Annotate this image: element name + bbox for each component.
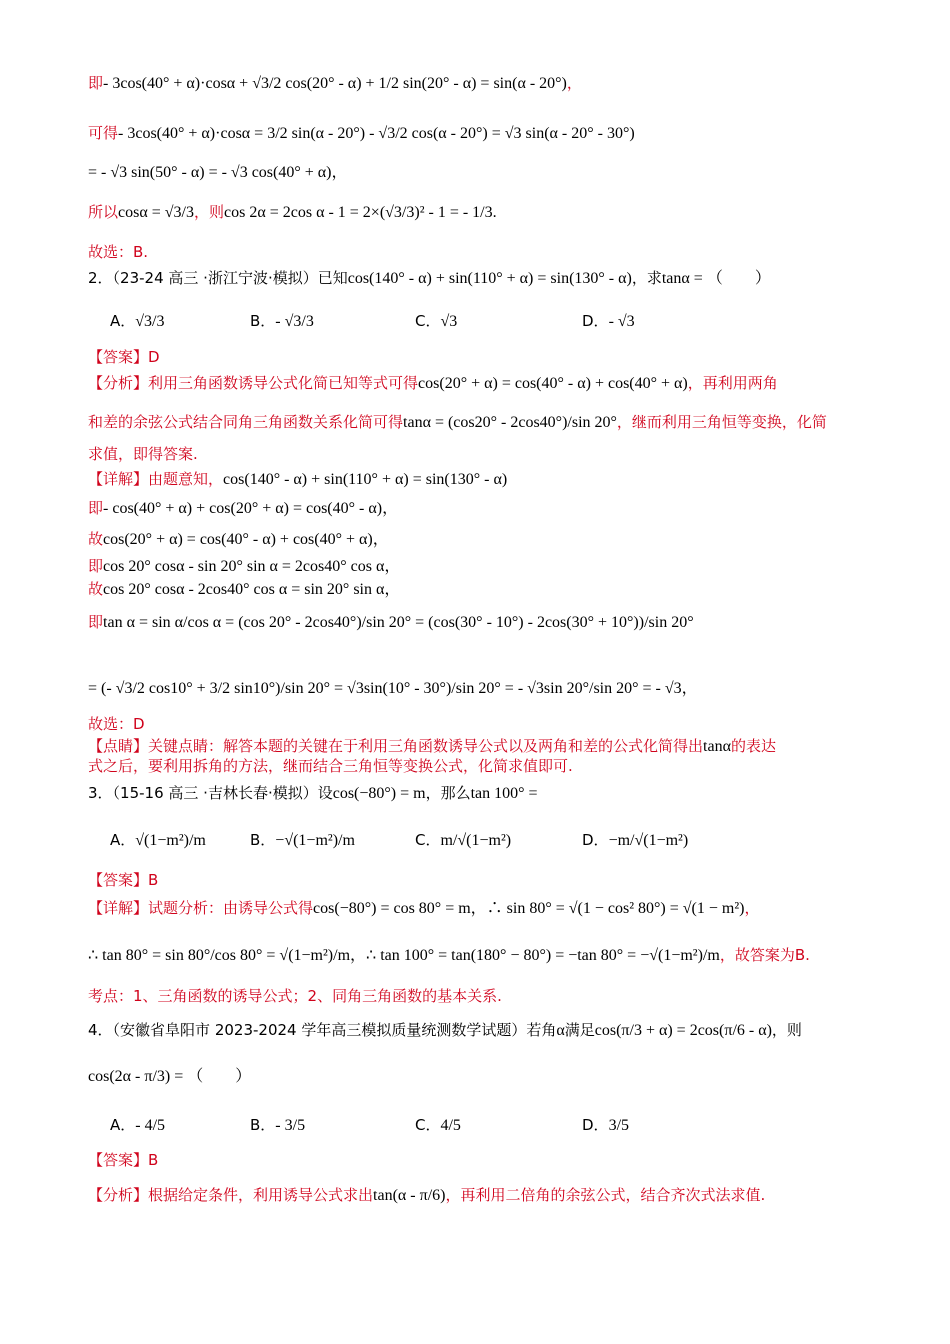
q3-ask: tan 100° = — [470, 785, 538, 802]
q3-option-d[interactable]: D．−m/√(1−m²) — [582, 831, 689, 849]
q4-analysis: 【分析】根据给定条件，利用诱导公式求出tan(α - π/6)，再利用二倍角的余弦公式，结合齐次式法求值. — [88, 1186, 766, 1204]
q2-detail-0: 【详解】由题意知，cos(140° - α) + sin(110° + α) = sin(130° - α) — [88, 470, 508, 488]
q2-condition: cos(140° - α) + sin(110° + α) = sin(130° - α) — [347, 270, 632, 287]
q3-answer: 【答案】B — [88, 871, 159, 889]
prev-line-3 — [88, 162, 880, 183]
q2-analysis-1: 【分析】利用三角函数诱导公式化简已知等式可得cos(20° + α) = cos(40° - α) + cos(40° + α)，再利用两角 — [88, 374, 778, 392]
prev-eq-4a: cosα = √3/3 — [118, 204, 194, 221]
q2-option-b[interactable]: B．- √3/3 — [250, 312, 314, 330]
prev-eq-3: = - √3 sin(50° - α) = - √3 cos(40° + α)， — [88, 164, 348, 181]
q4-option-a[interactable]: A．- 4/5 — [110, 1116, 166, 1134]
q3-detail-2: ∴ tan 80° = sin 80°/cos 80° = √(1−m²)/m，∴ tan 100° = tan(180° − 80°) = −tan 80° = −√(1−m²)/m，故答案为B. — [88, 946, 810, 964]
q2-answer: 【答案】D — [88, 348, 160, 366]
q4-stem-1: 4．（安徽省阜阳市 2023-2024 学年高三模拟质量统测数学试题）若角α满足cos(π/3 + α) = 2cos(π/6 - α)，则 — [88, 1021, 802, 1039]
prev-answer: 故选：B. — [88, 243, 149, 261]
q3-detail-1: 【详解】试题分析：由诱导公式得cos(−80°) = cos 80° = m，∴ sin 80° = √(1 − cos² 80°) = √(1 − m²)， — [88, 899, 760, 917]
q2-step-5: 即tan α = sin α/cos α = (cos 20° - 2cos40°)/sin 20° = (cos(30° - 10°) - 2cos(30° + 10°))/sin 20° — [88, 613, 694, 631]
q2-remark-2: 式之后，要利用拆角的方法，继而结合三角恒等变换公式，化简求值即可. — [88, 757, 573, 775]
q2-answer-line: 故选：D — [88, 715, 145, 733]
q2-stem: 2．（23-24 高三 ·浙江宁波·模拟）已知cos(140° - α) + sin(110° + α) = sin(130° - α)，求tanα = （ ） — [88, 269, 771, 287]
q4-answer: 【答案】B — [88, 1151, 159, 1169]
q3-condition: cos(−80°) = m — [332, 785, 426, 802]
q3-option-c[interactable]: C．m/√(1−m²) — [415, 831, 512, 849]
q4-condition: cos(π/3 + α) = 2cos(π/6 - α) — [594, 1022, 772, 1039]
q4-option-b[interactable]: B．- 3/5 — [250, 1116, 306, 1134]
q2-step-1: 即- cos(40° + α) + cos(20° + α) = cos(40° - α)， — [88, 499, 399, 517]
q2-step-3: 即cos 20° cosα - sin 20° sin α = 2cos40° cos α， — [88, 557, 401, 575]
prev-eq-1: - 3cos(40° + α)·cosα + √3/2 cos(20° - α) + 1/2 sin(20° - α) = sin(α - 20°) — [103, 75, 567, 92]
q3-points: 考点：1、三角函数的诱导公式；2、同角三角函数的基本关系. — [88, 987, 502, 1005]
q2-remark-1: 【点睛】关键点睛：解答本题的关键在于利用三角函数诱导公式以及两角和差的公式化简得出tanα的表达 — [88, 737, 776, 755]
q2-option-d[interactable]: D．- √3 — [582, 312, 635, 330]
q2-analysis-3: 求值，即得答案. — [88, 445, 198, 463]
q2-option-c[interactable]: C．√3 — [415, 312, 458, 330]
q4-option-c[interactable]: C．4/5 — [415, 1116, 461, 1134]
q4-option-d[interactable]: D．3/5 — [582, 1116, 630, 1134]
q2-ask: tanα = （ ） — [661, 270, 771, 287]
q2-option-a[interactable]: A．√3/3 — [110, 312, 165, 330]
q2-step-4: 故cos 20° cosα - 2cos40° cos α = sin 20° sin α， — [88, 580, 401, 598]
prev-eq-2: - 3cos(40° + α)·cosα = 3/2 sin(α - 20°) - √3/2 cos(α - 20°) = √3 sin(α - 20° - 30°) — [118, 125, 635, 142]
q3-option-a[interactable]: A．√(1−m²)/m — [110, 831, 206, 849]
prev-line-2: 可得- 3cos(40° + α)·cosα = 3/2 sin(α - 20°) - √3/2 cos(α - 20°) = √3 sin(α - 20° - 30°) — [88, 124, 635, 142]
q3-option-b[interactable]: B．−√(1−m²)/m — [250, 831, 355, 849]
q2-step-6: = (- √3/2 cos10° + 3/2 sin10°)/sin 20° = √3sin(10° - 30°)/sin 20° = - √3sin 20°/sin 20° = - √3， — [88, 680, 698, 697]
q2-step-2: 故cos(20° + α) = cos(40° - α) + cos(40° + α)， — [88, 530, 389, 548]
q4-stem-2 — [88, 1066, 880, 1087]
prev-eq-4b: cos 2α = 2cos α - 1 = 2×(√3/3)² - 1 = - 1/3. — [224, 204, 497, 221]
prev-line-1: 即- 3cos(40° + α)·cosα + √3/2 cos(20° - α) + 1/2 sin(20° - α) = sin(α - 20°)， — [88, 74, 582, 92]
q4-ask: cos(2α - π/3) = （ ） — [88, 1068, 252, 1085]
prev-line-4: 所以cosα = √3/3，则cos 2α = 2cos α - 1 = 2×(√3/3)² - 1 = - 1/3. — [88, 203, 497, 221]
q2-analysis-2: 和差的余弦公式结合同角三角函数关系化简可得tanα = (cos20° - 2cos40°)/sin 20°，继而利用三角恒等变换，化简 — [88, 413, 827, 431]
q3-stem: 3．（15-16 高三 ·吉林长春·模拟）设cos(−80°) = m，那么tan 100° = — [88, 784, 538, 802]
